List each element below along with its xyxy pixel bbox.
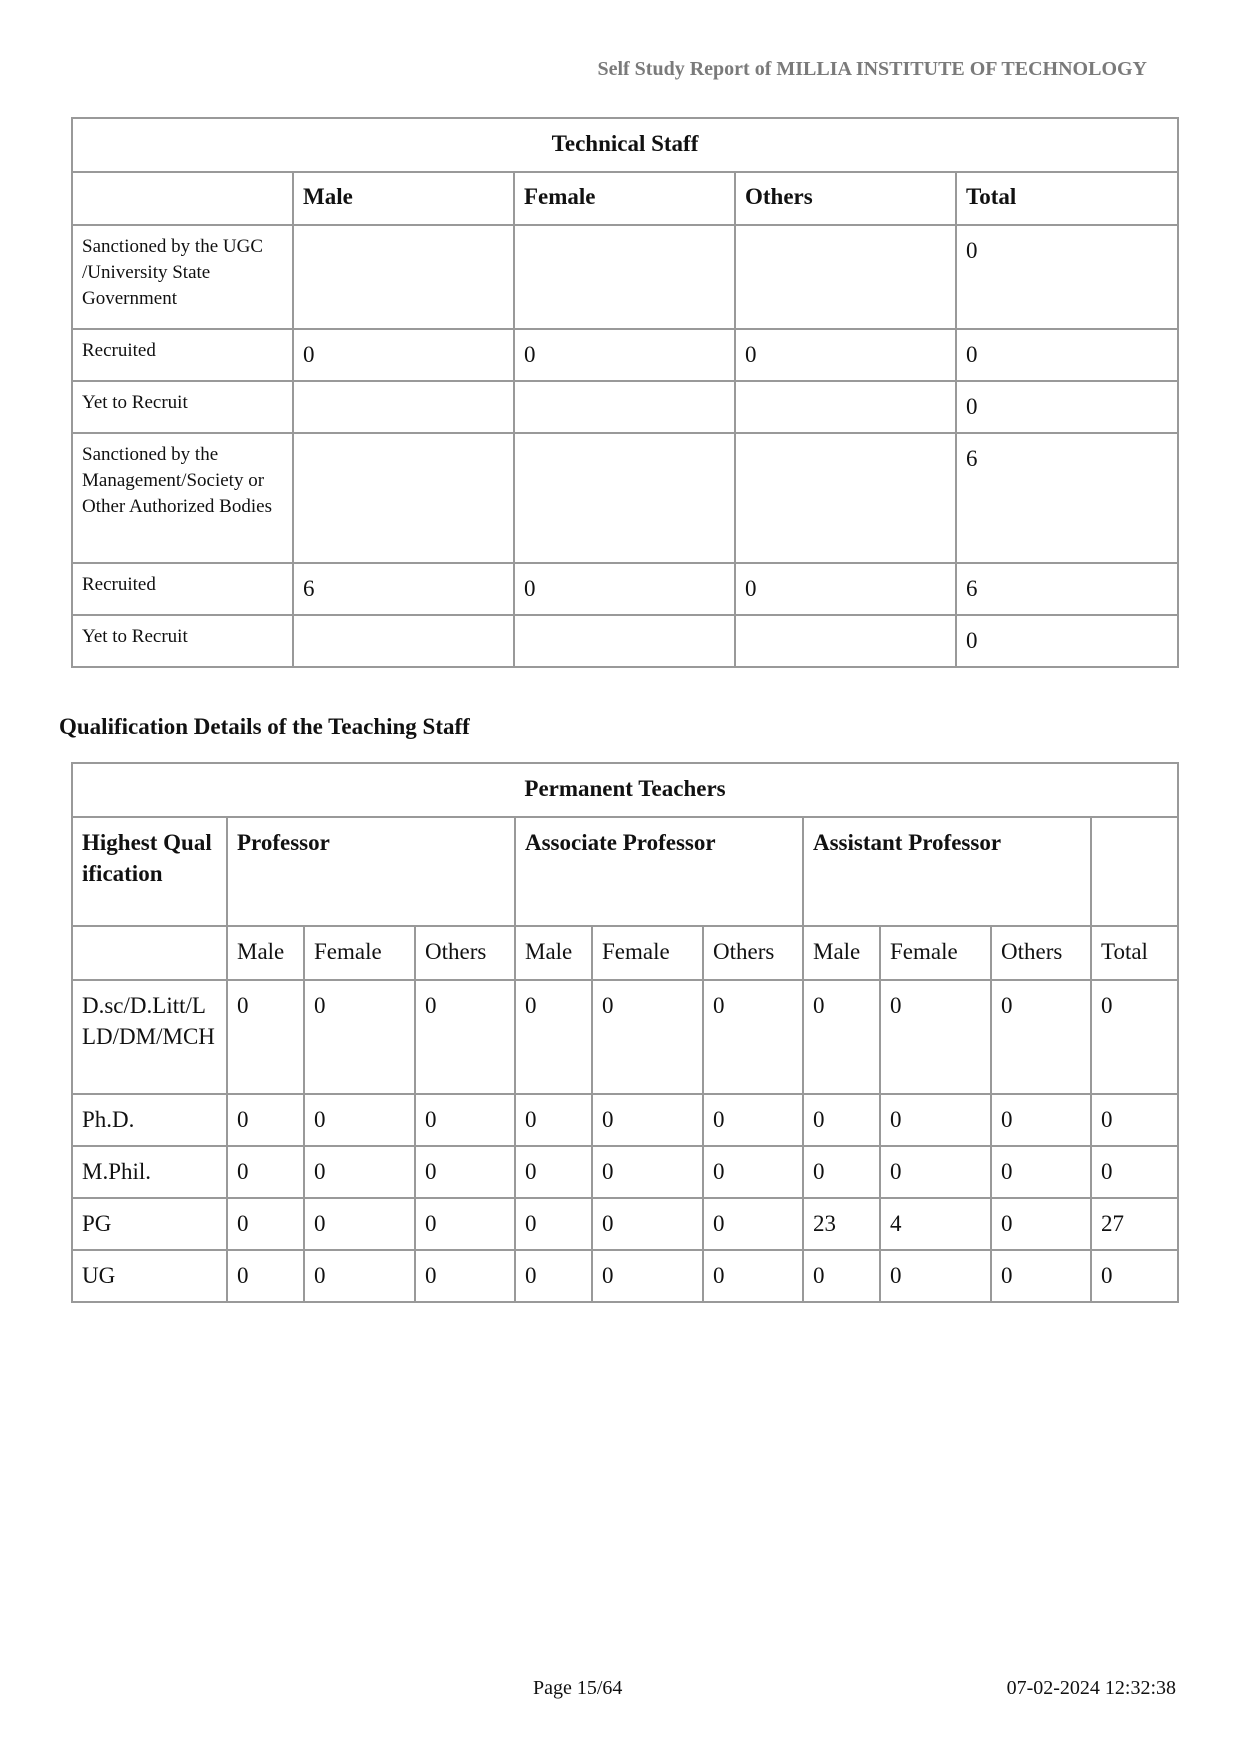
value-cell: 0 (227, 1198, 304, 1250)
value-cell: 0 (515, 1250, 592, 1302)
row-label: Sanctioned by the Management/Society or Other Authorized Bodies (72, 433, 293, 563)
group-header-assistant-professor: Assistant Professor (803, 817, 1091, 926)
sub-header: Male (803, 926, 880, 980)
table-row (72, 980, 1178, 1094)
group-header-associate-professor: Associate Professor (515, 817, 803, 926)
group-header-professor: Professor (227, 817, 515, 926)
technical-staff-table (71, 117, 1179, 668)
cell-male (293, 433, 514, 563)
value-cell: 0 (703, 1198, 803, 1250)
cell-total: 6 (956, 563, 1178, 615)
value-cell: 0 (592, 1250, 703, 1302)
value-cell: 0 (592, 1198, 703, 1250)
cell-others: 0 (735, 563, 956, 615)
value-cell: 0 (415, 1094, 515, 1146)
cell-total: 6 (956, 433, 1178, 563)
sub-header: Others (703, 926, 803, 980)
row-label: Recruited (72, 329, 293, 381)
row-label: Yet to Recruit (72, 615, 293, 667)
value-cell: 0 (803, 1250, 880, 1302)
value-cell: 0 (991, 1250, 1091, 1302)
cell-female: 0 (514, 329, 735, 381)
value-cell: 4 (880, 1198, 991, 1250)
sub-header: Others (991, 926, 1091, 980)
sub-header: Total (1091, 926, 1178, 980)
cell-male: 0 (293, 329, 514, 381)
value-cell: 0 (703, 1146, 803, 1198)
cell-female (514, 225, 735, 329)
cell-others (735, 381, 956, 433)
sub-header-row (72, 926, 1178, 980)
table-row (72, 563, 1178, 615)
row-label: Yet to Recruit (72, 381, 293, 433)
row-label: Sanctioned by the UGC /University State Government (72, 225, 293, 329)
column-header: Total (956, 172, 1178, 225)
value-cell: 0 (991, 1094, 1091, 1146)
cell-others: 0 (735, 329, 956, 381)
qualification-label: PG (72, 1198, 227, 1250)
column-header: Female (514, 172, 735, 225)
cell-others (735, 615, 956, 667)
value-cell: 0 (703, 1094, 803, 1146)
permanent-teachers-table (71, 762, 1179, 1303)
cell-female (514, 615, 735, 667)
table-row (72, 1146, 1178, 1198)
cell-others (735, 433, 956, 563)
value-cell: 0 (415, 1250, 515, 1302)
qualification-label: D.sc/D.Litt/LLD/DM/MCH (72, 980, 227, 1094)
value-cell: 0 (803, 1146, 880, 1198)
value-cell: 0 (515, 1146, 592, 1198)
value-cell: 0 (304, 1250, 415, 1302)
cell-male (293, 615, 514, 667)
cell-others (735, 225, 956, 329)
table-row (72, 615, 1178, 667)
value-cell: 0 (415, 1146, 515, 1198)
value-cell: 23 (803, 1198, 880, 1250)
value-cell: 0 (880, 1094, 991, 1146)
value-cell: 0 (304, 1146, 415, 1198)
value-cell: 0 (515, 980, 592, 1094)
column-header: Others (735, 172, 956, 225)
value-cell: 0 (227, 1146, 304, 1198)
table-title: Technical Staff (72, 118, 1178, 172)
sub-header: Female (592, 926, 703, 980)
value-cell: 0 (515, 1094, 592, 1146)
cell-female (514, 433, 735, 563)
value-cell: 0 (703, 1250, 803, 1302)
cell-total: 0 (956, 329, 1178, 381)
value-cell: 0 (803, 980, 880, 1094)
sub-header: Male (515, 926, 592, 980)
timestamp: 07-02-2024 12:32:38 (1006, 1677, 1176, 1699)
value-cell: 0 (515, 1198, 592, 1250)
value-cell: 0 (1091, 1146, 1178, 1198)
table-row (72, 1198, 1178, 1250)
value-cell: 0 (415, 1198, 515, 1250)
value-cell: 0 (304, 980, 415, 1094)
cell-male (293, 381, 514, 433)
value-cell: 0 (304, 1198, 415, 1250)
table-row (72, 381, 1178, 433)
table-title: Permanent Teachers (72, 763, 1178, 817)
qualification-label: M.Phil. (72, 1146, 227, 1198)
sub-header: Female (304, 926, 415, 980)
value-cell: 0 (592, 980, 703, 1094)
qualification-label: Ph.D. (72, 1094, 227, 1146)
value-cell: 0 (1091, 1094, 1178, 1146)
cell-total: 0 (956, 615, 1178, 667)
sub-header (72, 926, 227, 980)
value-cell: 0 (1091, 1250, 1178, 1302)
column-header-row (72, 172, 1178, 225)
page-number: Page 15/64 (533, 1677, 623, 1699)
cell-male (293, 225, 514, 329)
value-cell: 0 (991, 1146, 1091, 1198)
value-cell: 0 (991, 1198, 1091, 1250)
value-cell: 0 (991, 980, 1091, 1094)
cell-total: 0 (956, 225, 1178, 329)
cell-female (514, 381, 735, 433)
table-row (72, 1250, 1178, 1302)
column-header (72, 172, 293, 225)
qualification-label: UG (72, 1250, 227, 1302)
value-cell: 0 (880, 1250, 991, 1302)
value-cell: 0 (880, 980, 991, 1094)
cell-female: 0 (514, 563, 735, 615)
group-header-empty (1091, 817, 1178, 926)
value-cell: 0 (592, 1094, 703, 1146)
row-label: Recruited (72, 563, 293, 615)
page-header: Self Study Report of MILLIA INSTITUTE OF TECHNOLOGY (597, 58, 1147, 80)
value-cell: 0 (880, 1146, 991, 1198)
value-cell: 0 (803, 1094, 880, 1146)
value-cell: 0 (304, 1094, 415, 1146)
value-cell: 0 (227, 1250, 304, 1302)
table-title-row (72, 118, 1178, 172)
value-cell: 0 (1091, 980, 1178, 1094)
cell-total: 0 (956, 381, 1178, 433)
value-cell: 0 (227, 980, 304, 1094)
table-row (72, 433, 1178, 563)
value-cell: 0 (592, 1146, 703, 1198)
sub-header: Female (880, 926, 991, 980)
group-header-row (72, 817, 1178, 926)
teachers-table-body (72, 980, 1178, 1302)
table-row (72, 329, 1178, 381)
table-title-row (72, 763, 1178, 817)
value-cell: 27 (1091, 1198, 1178, 1250)
sub-header: Others (415, 926, 515, 980)
section-heading: Qualification Details of the Teaching Staff (59, 714, 470, 739)
table-row (72, 1094, 1178, 1146)
value-cell: 0 (227, 1094, 304, 1146)
value-cell: 0 (703, 980, 803, 1094)
cell-male: 6 (293, 563, 514, 615)
value-cell: 0 (415, 980, 515, 1094)
group-header-qualification: Highest Qualification (72, 817, 227, 926)
table-row (72, 225, 1178, 329)
sub-header: Male (227, 926, 304, 980)
column-header: Male (293, 172, 514, 225)
